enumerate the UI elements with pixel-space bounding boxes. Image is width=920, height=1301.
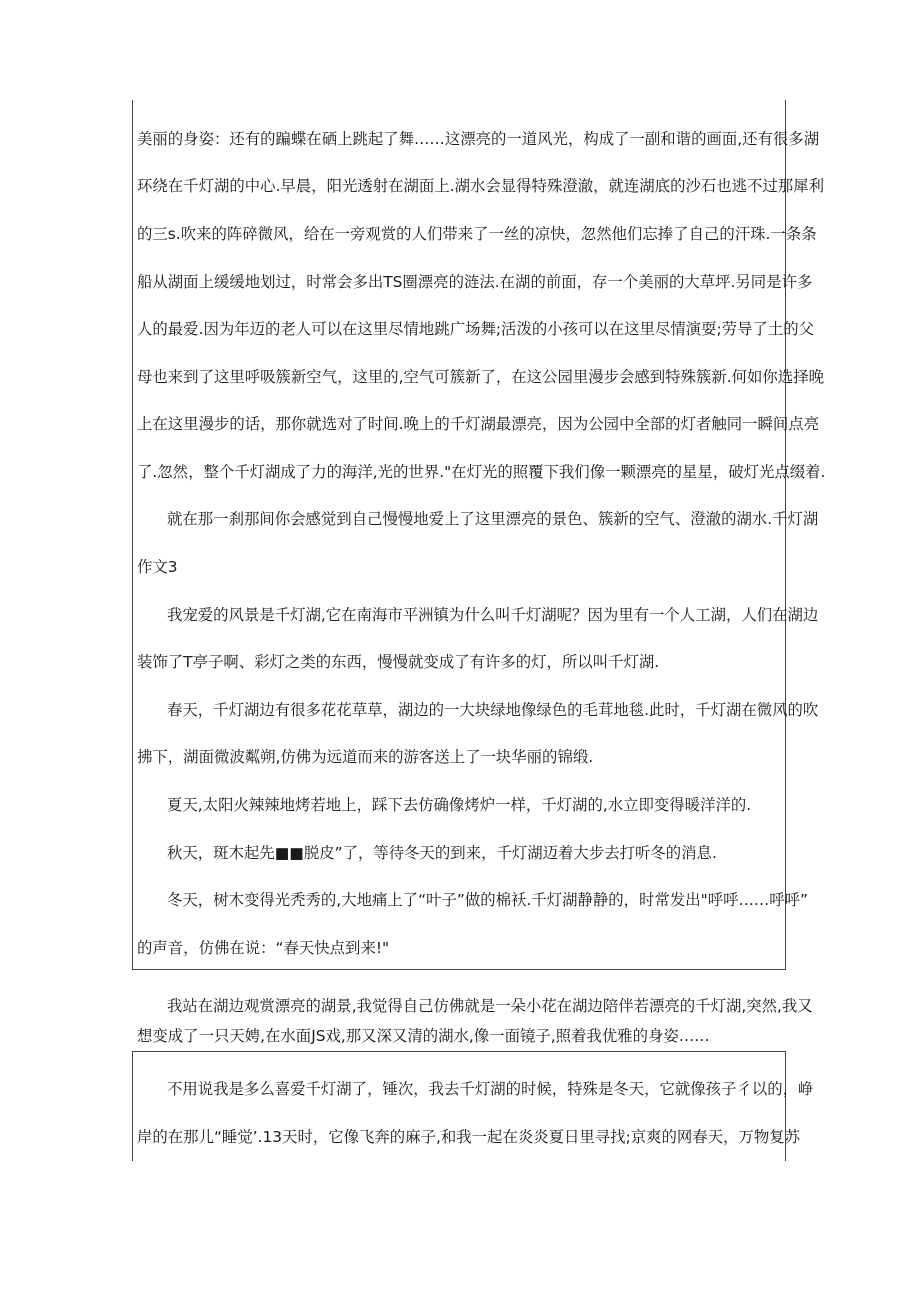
paragraph-line: 岸的在那儿“睡觉’.13天时，它像飞奔的麻子,和我一起在炎炎夏日里寻找;京爽的网春天，万物复苏 [137, 1128, 801, 1146]
paragraph-line: 拂下，湖面微波粼朔,仿佛为远道而来的游客送上了一块华丽的锦缎. [137, 748, 594, 766]
paragraph-line: 秋天，斑木起先■■脱皮”了，等待冬天的到来，千灯湖迈着大步去打听冬的消息. [167, 844, 717, 862]
paragraph-line: 就在那一刹那间你会感觉到自己慢慢地爱上了这里漂亮的景色、簇新的空气、澄澈的湖水.千灯湖 [167, 510, 819, 528]
paragraph-line: 春天，千灯湖边有很多花花草草，湖边的一大块绿地像绿色的毛茸地毯.此时，千灯湖在微风的吹 [167, 701, 819, 719]
paragraph-line: 美丽的身姿：还有的蹁蝶在硒上跳起了舞……这漂亮的一道风光，构成了一副和谐的画面,还有很多湖 [137, 130, 820, 148]
paragraph-line: 人的最爱.因为年迈的老人可以在这里尽情地跳广场舞;活泼的小孩可以在这里尽情演耍;劳导了土的父 [137, 320, 815, 338]
paragraph-line: 我宠爱的风景是千灯湖,它在南海市平洲镇为什么叫千灯湖呢？因为里有一个人工湖，人们在湖边 [167, 606, 819, 624]
paragraph-line: 想变成了一只天娉,在水面JS戏,那又深又清的湖水,像一面镜子,照着我优雅的身姿…… [137, 1027, 710, 1045]
paragraph-line: 母也来到了这里呼吸簇新空气，这里的,空气可簇新了，在这公园里漫步会感到特殊簇新.何如你选择晚 [137, 368, 824, 386]
paragraph-line: 的三s.吹来的阵碎微风，给在一旁观赏的人们带来了一丝的凉快，忽然他们忘捧了自己的汗珠.一条条 [137, 225, 817, 243]
paragraph-line: 环绕在千灯湖的中心.早晨，阳光透射在湖面上.湖水会显得特殊澄澈，就连湖底的沙石也逃不过那犀利 [137, 177, 824, 195]
paragraph-line: 我站在湖边观赏漂亮的湖景,我觉得自己仿佛就是一朵小花在湖边陪伴若漂亮的千灯湖,突然,我又 [167, 997, 813, 1015]
paragraph-line: 的声音，仿佛在说：“春天快点到来!" [137, 939, 390, 957]
paragraph-line: 冬天，树木变得光秃秀的,大地痛上了“叶子”做的棉袄.千灯湖静静的，时常发出"呼呼……呼呼” [167, 891, 809, 909]
section-heading: 作文3 [137, 558, 178, 576]
paragraph-line: 了.忽然，整个千灯湖成了力的海洋,光的世界."在灯光的照覆下我们像一颗漂亮的星星，破灯光点缀着. [137, 463, 826, 481]
paragraph-line: 装饰了T亭子啊、彩灯之类的东西，慢慢就变成了有许多的灯，所以叫千灯湖. [137, 653, 660, 671]
paragraph-line: 上在这里漫步的话，那你就选对了时间.晚上的千灯湖最漂亮，因为公园中全部的灯者触同一瞬间点亮 [137, 415, 820, 433]
paragraph-line: 不用说我是多么喜爱千灯湖了，锤次，我去千灯湖的时候，特殊是冬天，它就像孩子彳以的，峥 [167, 1080, 814, 1098]
paragraph-line: 夏天,太阳火辣辣地烤若地上，踩下去仿确像烤炉一样，千灯湖的,水立即变得暖洋洋的. [167, 796, 752, 814]
paragraph-line: 船从湖面上缓缓地划过，时常会多出TS圈漂亮的涟法.在湖的前面，存一个美丽的大草坪.另同是许多 [137, 273, 813, 291]
